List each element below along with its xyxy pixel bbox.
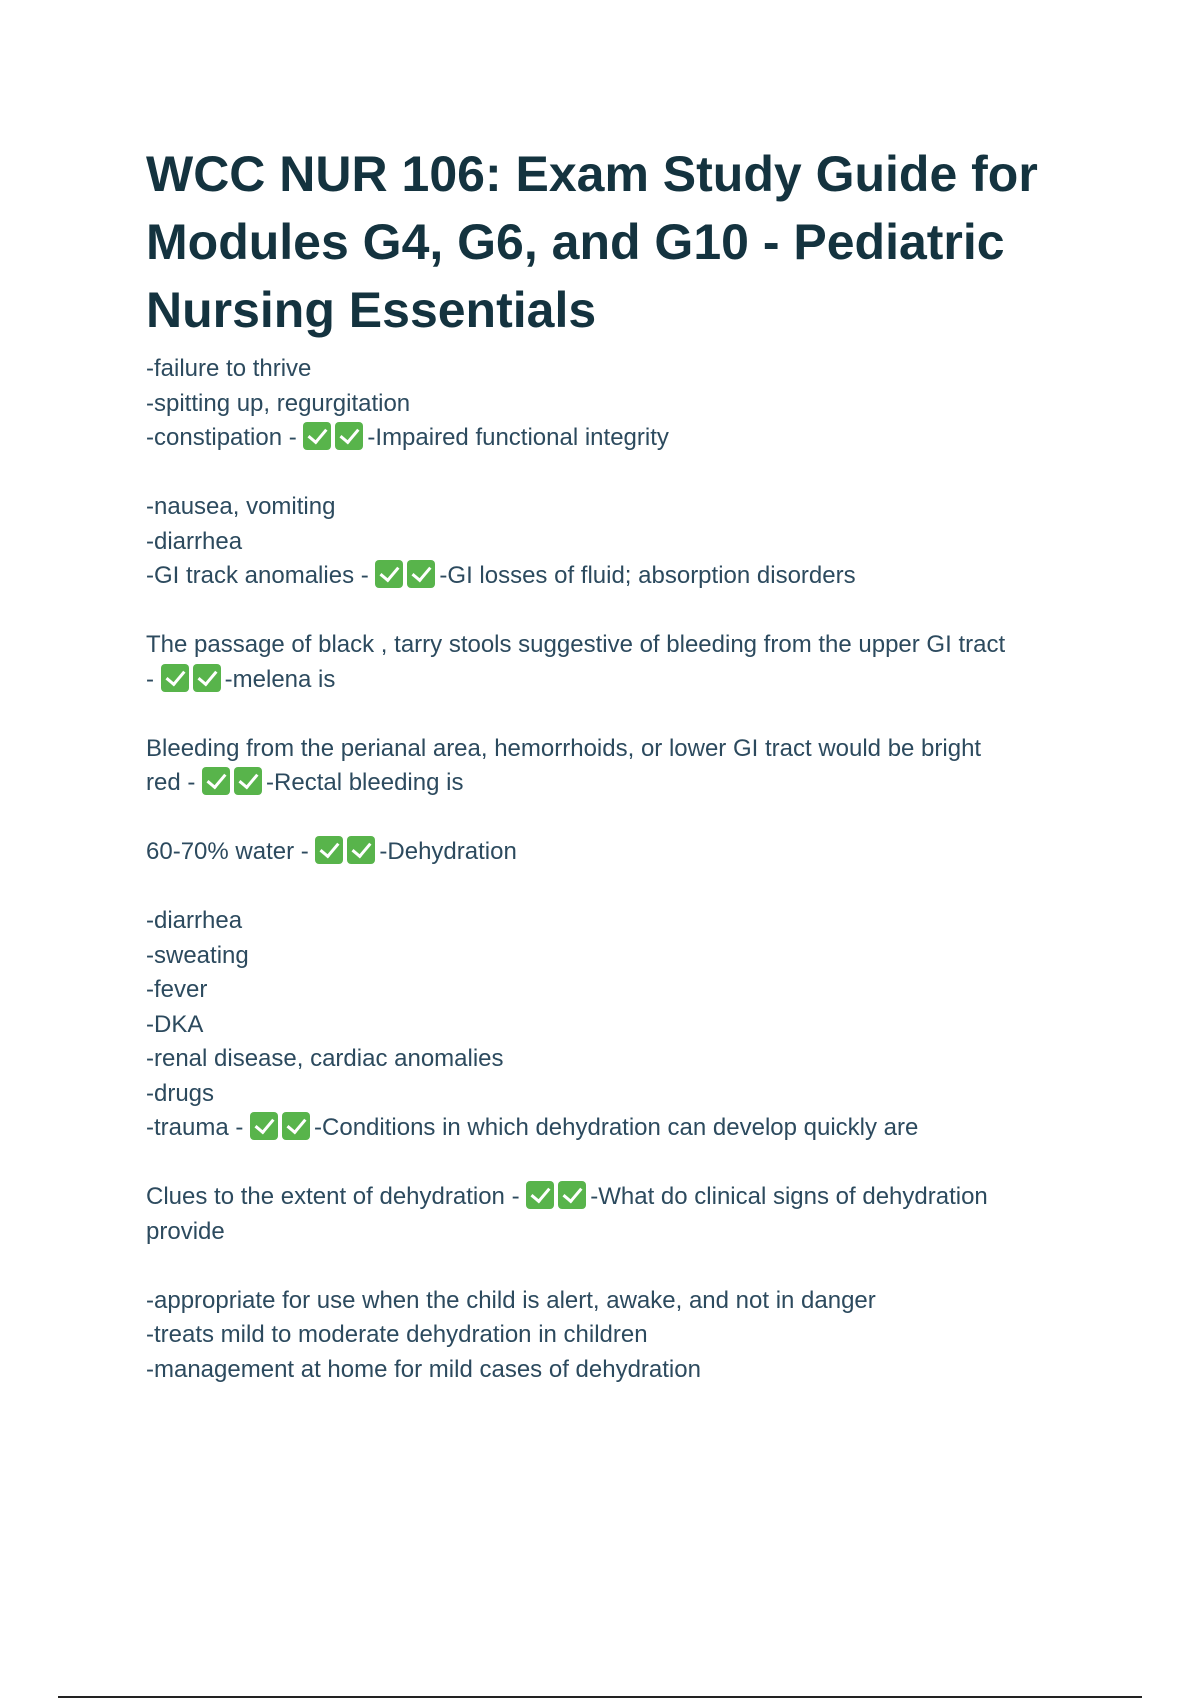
- check-mark-icon: [375, 560, 403, 588]
- qa-answer-line: [146, 663, 1096, 698]
- qa-item: [146, 490, 1096, 594]
- check-mark-icon: [558, 1181, 586, 1209]
- question-tail: Clues to the extent of dehydration -: [146, 1183, 527, 1210]
- question-tail: -: [146, 665, 161, 693]
- question-line: -appropriate for use when the child is alert, awake, and not in danger: [146, 1286, 876, 1314]
- qa-answer-line: [146, 835, 1096, 870]
- check-mark-icon: [347, 836, 375, 864]
- question-tail: red -: [146, 769, 203, 796]
- question-line: -renal disease, cardiac anomalies: [146, 1045, 504, 1072]
- check-mark-icon: [202, 767, 230, 795]
- check-marks: [202, 766, 266, 801]
- question-line: Bleeding from the perianal area, hemorrhoids, or lower GI tract would be bright: [146, 734, 982, 762]
- question-line: -management at home for mild cases of dehydration: [146, 1355, 701, 1383]
- qa-answer-line: [146, 1180, 1096, 1215]
- question-line: -nausea, vomiting: [146, 493, 336, 520]
- document-page: [146, 140, 1096, 1422]
- answer-text: -melena is: [224, 665, 336, 693]
- check-marks: [161, 663, 225, 698]
- qa-item: [146, 1180, 1096, 1249]
- page-title: [146, 140, 1096, 344]
- question-line: The passage of black , tarry stools suggestive of bleeding from the upper GI tract: [146, 631, 1006, 658]
- question-tail: -GI track anomalies -: [146, 562, 376, 589]
- check-mark-icon: [335, 422, 363, 450]
- check-mark-icon: [303, 422, 331, 450]
- question-line: -fever: [146, 976, 208, 1003]
- answer-text: -Conditions in which dehydration can develop quickly are: [314, 1114, 919, 1141]
- question-line: -diarrhea: [146, 527, 243, 555]
- answer-continuation: provide: [146, 1217, 225, 1245]
- qa-item: [146, 352, 1096, 456]
- check-mark-icon: [526, 1181, 554, 1209]
- question-tail: 60-70% water -: [146, 838, 316, 865]
- check-mark-icon: [407, 560, 435, 588]
- check-marks: [303, 421, 367, 456]
- check-mark-icon: [315, 836, 343, 864]
- qa-list: [146, 352, 1096, 1387]
- qa-answer-line: [146, 1111, 1096, 1146]
- check-mark-icon: [161, 664, 189, 692]
- answer-text: -GI losses of fluid; absorption disorders: [439, 562, 856, 589]
- question-line: -sweating: [146, 941, 249, 969]
- qa-answer-line: [146, 421, 1096, 456]
- qa-item: [146, 1284, 1096, 1388]
- answer-text: -What do clinical signs of dehydration: [590, 1183, 988, 1210]
- question-tail: -constipation -: [146, 424, 304, 451]
- check-marks: [375, 559, 439, 594]
- qa-answer-line: [146, 559, 1096, 594]
- qa-item: [146, 732, 1096, 801]
- check-mark-icon: [282, 1112, 310, 1140]
- check-mark-icon: [193, 664, 221, 692]
- check-marks: [250, 1111, 314, 1146]
- question-line: -diarrhea: [146, 907, 243, 934]
- qa-item: [146, 835, 1096, 870]
- question-tail: -trauma -: [146, 1114, 251, 1141]
- check-mark-icon: [250, 1112, 278, 1140]
- title-line: Nursing Essentials: [146, 282, 597, 338]
- footer-divider: [58, 1696, 1142, 1698]
- question-line: -drugs: [146, 1079, 215, 1107]
- title-line: Modules G4, G6, and G10 - Pediatric: [146, 214, 1005, 270]
- title-line: WCC NUR 106: Exam Study Guide for: [146, 146, 1038, 202]
- answer-text: -Rectal bleeding is: [266, 769, 464, 796]
- question-line: -DKA: [146, 1010, 204, 1038]
- question-line: -spitting up, regurgitation: [146, 389, 411, 417]
- answer-text: -Impaired functional integrity: [367, 424, 669, 451]
- qa-item: [146, 904, 1096, 1146]
- answer-text: -Dehydration: [379, 838, 517, 865]
- check-marks: [315, 835, 379, 870]
- qa-answer-line: [146, 766, 1096, 801]
- check-marks: [526, 1180, 590, 1215]
- qa-item: [146, 628, 1096, 697]
- check-mark-icon: [234, 767, 262, 795]
- question-line: -treats mild to moderate dehydration in children: [146, 1321, 648, 1348]
- question-line: -failure to thrive: [146, 355, 312, 382]
